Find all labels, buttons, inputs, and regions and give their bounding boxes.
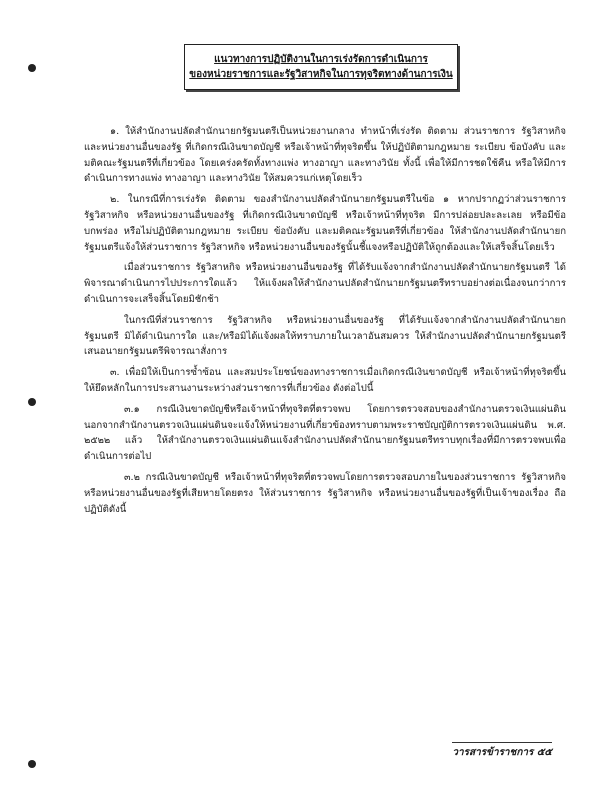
paragraph-1: ๑. ให้สำนักงานปลัดสำนักนายกรัฐมนตรีเป็นหน่วยงานกลาง ทำหน้าที่เร่งรัด ติดตาม ส่วนราชการ รัฐวิสาหกิจ และหน่วยงานอื่นของรัฐ ที่เกิดกรณีเงินขาดบัญชี หรือเจ้าหน้าที่ทุจริตขึ้น ให้ปฏิบัติตามกฎหมาย ระเบียบ ข้อบังคับ และมติคณะรัฐมนตรีที่เกี่ยวข้อง โดยเคร่งครัดทั้งทางแพ่ง ทางอาญา และทางวินัย ทั้งนี้ เพื่อให้มีการชดใช้คืน หรือให้มีการดำเนินการทางแพ่ง ทางอาญา และทางวินัย ให้สมควรแก่เหตุโดยเร็ว [84,126,566,185]
page-footer: วารสารข้าราชการ ๕๕ [452,742,552,760]
document-title-box [184,44,458,90]
binder-hole-icon [28,64,36,72]
title-line-2: ของหน่วยราชการและรัฐวิสาหกิจในการทุจริตทางด้านการเงิน [189,69,453,80]
paragraph-3: ๓. เพื่อมิให้เป็นการซ้ำซ้อน และสมประโยชน์ของทางราชการเมื่อเกิดกรณีเงินขาดบัญชี หรือเจ้าหน้าที่ทุจริตขึ้น ให้ยึดหลักในการประสานงานระหว่างส่วนราชการที่เกี่ยวข้อง ดังต่อไปนี้ [84,367,566,394]
paragraph-3-2: ๓.๒ กรณีเงินขาดบัญชี หรือเจ้าหน้าที่ทุจริตที่ตรวจพบโดยการตรวจสอบภายในของส่วนราชการ รัฐวิสาหกิจ หรือหน่วยงานอื่นของรัฐที่เสียหายโดยตรง ให้ส่วนราชการ รัฐวิสาหกิจ หรือหน่วยงานอื่นของรัฐที่เป็นเจ้าของเรื่อง ถือปฏิบัติดังนี้ [84,471,566,515]
paragraph-2-escalation: ในกรณีที่ส่วนราชการ รัฐวิสาหกิจ หรือหน่วยงานอื่นของรัฐ ที่ได้รับแจ้งจากสำนักงานปลัดสำนักนายกรัฐมนตรี มิได้ดำเนินการใด และ/หรือมิได้แจ้งผลให้ทราบภายในเวลาอันสมควร ให้สำนักงานปลัดสำนักนายกรัฐมนตรีเสนอนายกรัฐมนตรีพิจารณาสั่งการ [84,314,566,358]
binder-hole-icon [28,760,36,768]
paragraph-2-followup: เมื่อส่วนราชการ รัฐวิสาหกิจ หรือหน่วยงานอื่นของรัฐ ที่ได้รับแจ้งจากสำนักงานปลัดสำนักนายกรัฐมนตรี ได้พิจารณาดำเนินการไปประการใดแล้ว ให้แจ้งผลให้สำนักงานปลัดสำนักนายกรัฐมนตรีทราบอย่างต่อเนื่องจนกว่าการดำเนินการจะเสร็จสิ้นโดยมิชักช้า [84,262,566,305]
paragraph-2: ๒. ในกรณีที่การเร่งรัด ติดตาม ของสำนักงานปลัดสำนักนายกรัฐมนตรีในข้อ ๑ หากปรากฏว่าส่วนราชการ รัฐวิสาหกิจ หรือหน่วยงานอื่นของรัฐ ที่เกิดกรณีเงินขาดบัญชี หรือเจ้าหน้าที่ทุจริต มีการปล่อยปละละเลย หรือมีข้อบกพร่อง หรือไม่ปฏิบัติตามกฎหมาย ระเบียบ ข้อบังคับ และมติคณะรัฐมนตรีที่เกี่ยวข้อง ให้สำนักงานปลัดสำนักนายกรัฐมนตรีแจ้งให้ส่วนราชการ รัฐวิสาหกิจ หรือหน่วยงานอื่นของรัฐนั้นชี้แจงหรือปฏิบัติให้ถูกต้องและให้เสร็จสิ้นโดยเร็ว [84,194,566,253]
binder-hole-icon [28,398,36,406]
paragraph-3-1: ๓.๑ กรณีเงินขาดบัญชีหรือเจ้าหน้าที่ทุจริตที่ตรวจพบ โดยการตรวจสอบของสำนักงานตรวจเงินแผ่นดิน นอกจากสำนักงานตรวจเงินแผ่นดินจะแจ้งให้หน่วยงานที่เกี่ยวข้องทราบตามพระราชบัญญัติการตรวจเงินแผ่นดิน พ.ศ. ๒๕๒๒ แล้ว ให้สำนักงานตรวจเงินแผ่นดินแจ้งสำนักงานปลัดสำนักนายกรัฐมนตรีทราบทุกเรื่องที่มีการตรวจพบเพื่อดำเนินการต่อไป [84,403,566,463]
document-body [84,124,566,522]
title-line-1: แนวทางการปฏิบัติงานในการเร่งรัดการดำเนินการ [214,54,428,65]
